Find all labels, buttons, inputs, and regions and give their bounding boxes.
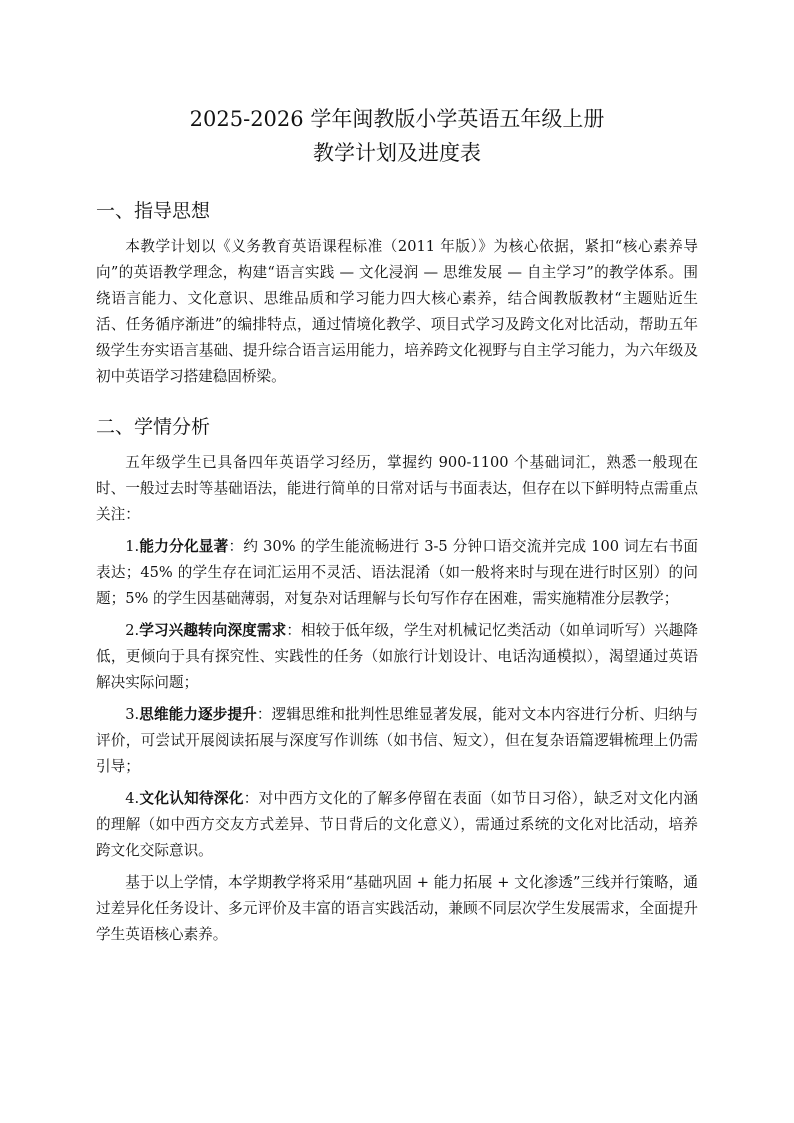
point-number: 1. (125, 538, 140, 555)
section-student-analysis (96, 412, 698, 948)
analysis-point-1 (96, 534, 698, 612)
point-label: 学习兴趣转向深度需求 (139, 622, 287, 639)
student-analysis-conclusion: 基于以上学情，本学期教学将采用“基础巩固 + 能力拓展 + 文化渗透”三线并行策略，通过差异化任务设计、多元评价及丰富的语言实践活动，兼顾不同层次学生发展需求，全面提升学生英语核心素养。 (96, 874, 698, 943)
analysis-point-2 (96, 618, 698, 696)
document-title-block (96, 102, 698, 170)
section-heading-student-analysis: 二、学情分析 (96, 416, 211, 438)
guiding-ideology-paragraph: 本教学计划以《义务教育英语课程标准（2011 年版）》为核心依据，紧扣“核心素养导向”的英语教学理念，构建“语言实践 — 文化浸润 — 思维发展 — 自主学习”的教学体系。围绕语言能力、文化意识、思维品质和学习能力四大核心素养，结合闽教版教材“主题贴近生活、任务循序渐进”的编排特点，通过情境化教学、项目式学习及跨文化对比活动，帮助五年级学生夯实语言基础、提升综合语言运用能力，培养跨文化视野与自主学习能力，为六年级及初中英语学习搭建稳固桥梁。 (96, 238, 698, 385)
point-number: 3. (125, 706, 140, 723)
student-analysis-intro: 五年级学生已具备四年英语学习经历，掌握约 900-1100 个基础词汇，熟悉一般现在时、一般过去时等基础语法，能进行简单的日常对话与书面表达，但存在以下鲜明特点需重点关注： (96, 454, 698, 523)
analysis-point-4 (96, 786, 698, 864)
point-label: 思维能力逐步提升 (139, 706, 257, 723)
point-text: 相较于低年级，学生对机械记忆类活动（如单词听写）兴趣降低，更倾向于具有探究性、实践性的任务（如旅行计划设计、电话沟通模拟），渴望通过英语解决实际问题； (96, 622, 698, 691)
point-label: 文化认知待深化 (139, 790, 244, 807)
point-separator: ： (243, 790, 259, 807)
point-number: 2. (125, 622, 140, 639)
point-separator: ： (228, 538, 244, 555)
point-text: 对中西方文化的了解多停留在表面（如节日习俗），缺乏对文化内涵的理解（如中西方交友方式差异、节日背后的文化意义），需通过系统的文化对比活动，培养跨文化交际意识。 (96, 790, 698, 859)
document-title-line2: 教学计划及进度表 (313, 141, 481, 165)
point-separator: ： (256, 706, 272, 723)
point-label: 能力分化显著 (139, 538, 229, 555)
point-separator: ： (286, 622, 302, 639)
point-text: 约 30% 的学生能流畅进行 3-5 分钟口语交流并完成 100 词左右书面表达；45% 的学生存在词汇运用不灵活、语法混淆（如一般将来时与现在进行时区别）的问题；5% 的学生因基础薄弱，对复杂对话理解与长句写作存在困难，需实施精准分层教学； (96, 538, 698, 607)
point-number: 4. (125, 790, 140, 807)
section-guiding-ideology (96, 196, 698, 390)
point-text: 逻辑思维和批判性思维显著发展，能对文本内容进行分析、归纳与评价，可尝试开展阅读拓展与深度写作训练（如书信、短文），但在复杂语篇逻辑梳理上仍需引导； (96, 706, 698, 775)
analysis-point-3 (96, 702, 698, 780)
document-title-line1: 2025-2026 学年闽教版小学英语五年级上册 (189, 107, 605, 131)
section-heading-guiding-ideology: 一、指导思想 (96, 200, 211, 222)
